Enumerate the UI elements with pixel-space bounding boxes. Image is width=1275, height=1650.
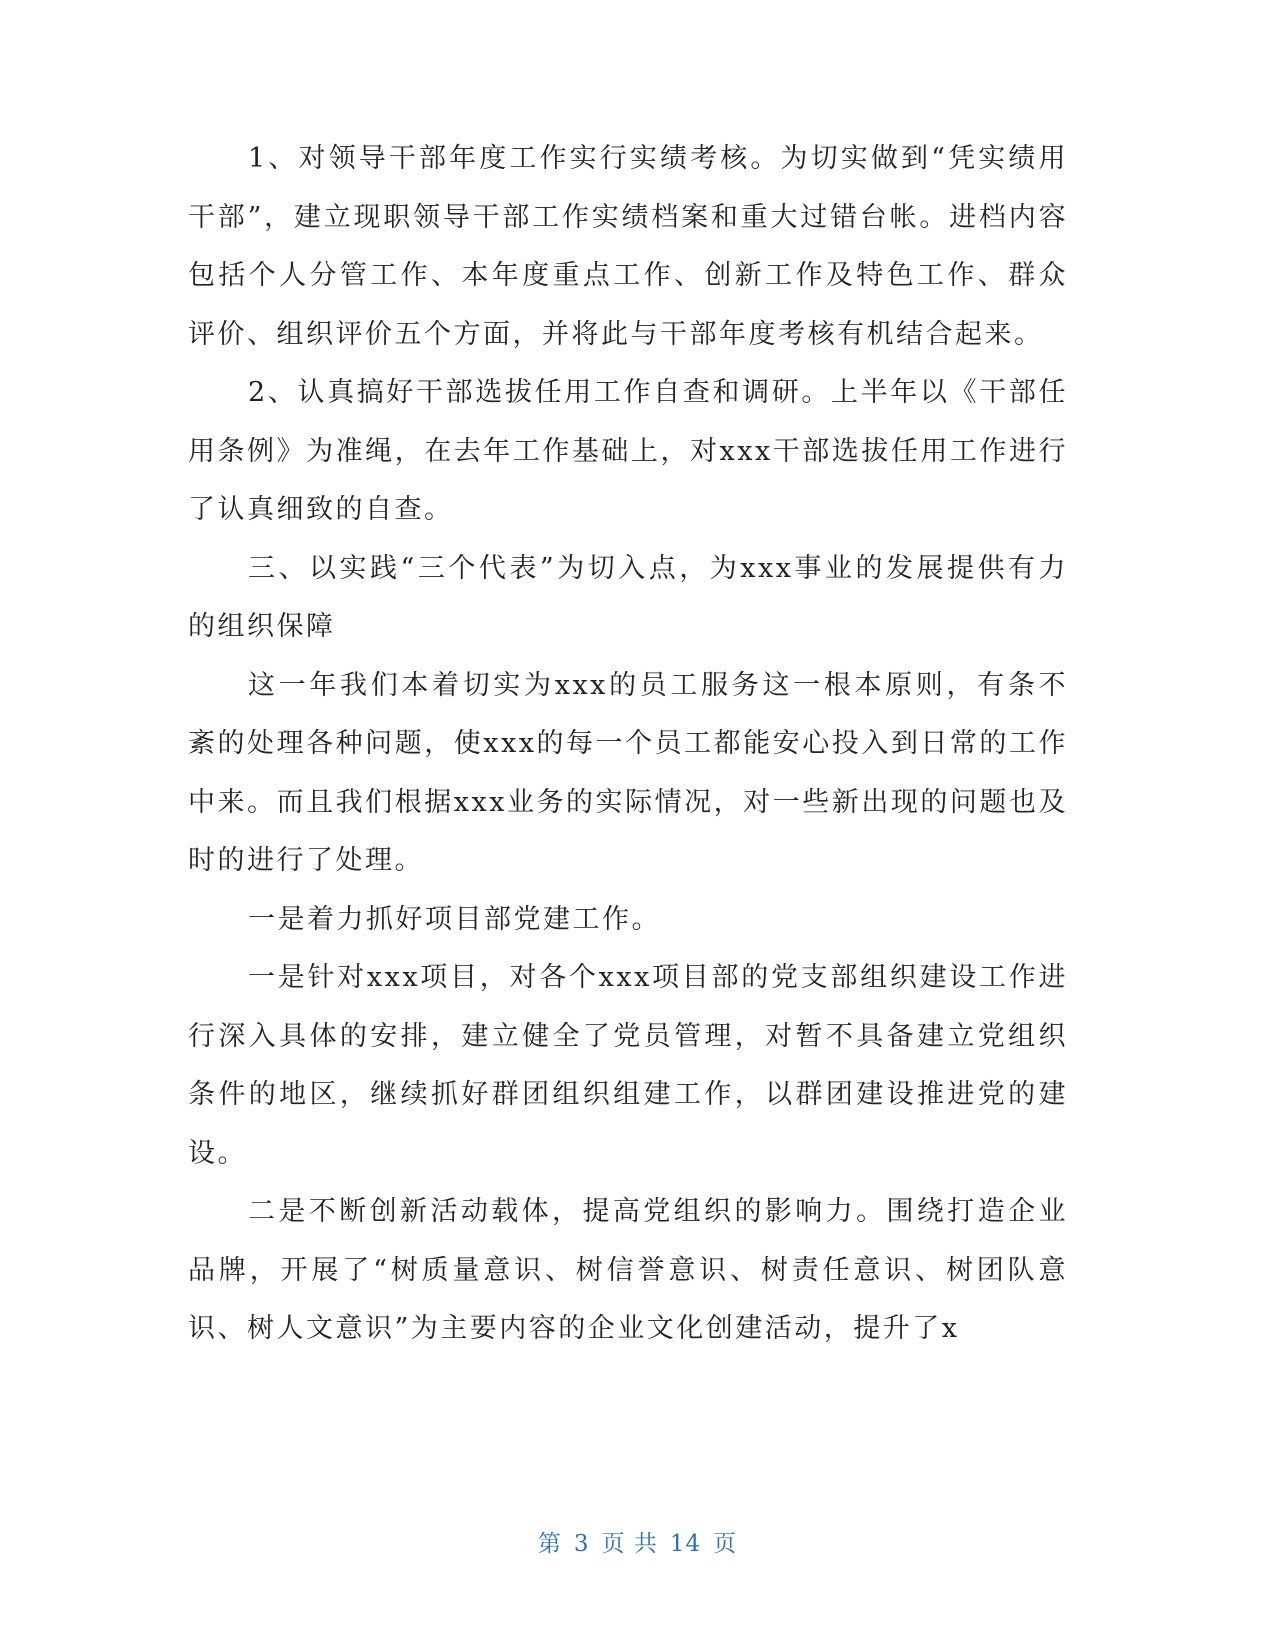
paragraph: 1、对领导干部年度工作实行实绩考核。为切实做到“凭实绩用干部”，建立现职领导干部工作实绩档案和重大过错台帐。进档内容包括个人分管工作、本年度重点工作、创新工作及特色工作、群众评价、组织评价五个方面，并将此与干部年度考核有机结合起来。 xyxy=(188,143,1068,350)
footer-suffix: 页 xyxy=(713,1531,738,1557)
page-footer xyxy=(0,1525,1275,1558)
paragraph: 2、认真搞好干部选拔任用工作自查和调研。上半年以《干部任用条例》为准绳，在去年工作基础上，对xxx干部选拔任用工作进行了认真细致的自查。 xyxy=(188,377,1068,525)
paragraph: 一是针对xxx项目，对各个xxx项目部的党支部组织建设工作进行深入具体的安排，建立健全了党员管理，对暂不具备建立党组织条件的地区，继续抓好群团组织组建工作，以群团建设推进党的建设。 xyxy=(188,962,1068,1169)
section-heading: 三、以实践“三个代表”为切入点，为xxx事业的发展提供有力的组织保障 xyxy=(188,552,1068,642)
document-body xyxy=(188,130,1068,1359)
paragraph: 一是着力抓好项目部党建工作。 xyxy=(248,903,661,935)
total-pages-number: 14 xyxy=(669,1531,702,1557)
paragraph: 这一年我们本着切实为xxx的员工服务这一根本原则，有条不紊的处理各种问题，使xxx的每一个员工都能安心投入到日常的工作中来。而且我们根据xxx业务的实际情况，对一些新出现的问题也及时的进行了处理。 xyxy=(188,669,1068,876)
current-page-number: 3 xyxy=(573,1531,590,1557)
footer-prefix: 第 xyxy=(537,1531,562,1557)
footer-mid: 页 共 xyxy=(601,1531,658,1557)
paragraph: 二是不断创新活动载体，提高党组织的影响力。围绕打造企业品牌，开展了“树质量意识、树信誉意识、树责任意识、树团队意识、树人文意识”为主要内容的企业文化创建活动，提升了x xyxy=(188,1196,1068,1344)
